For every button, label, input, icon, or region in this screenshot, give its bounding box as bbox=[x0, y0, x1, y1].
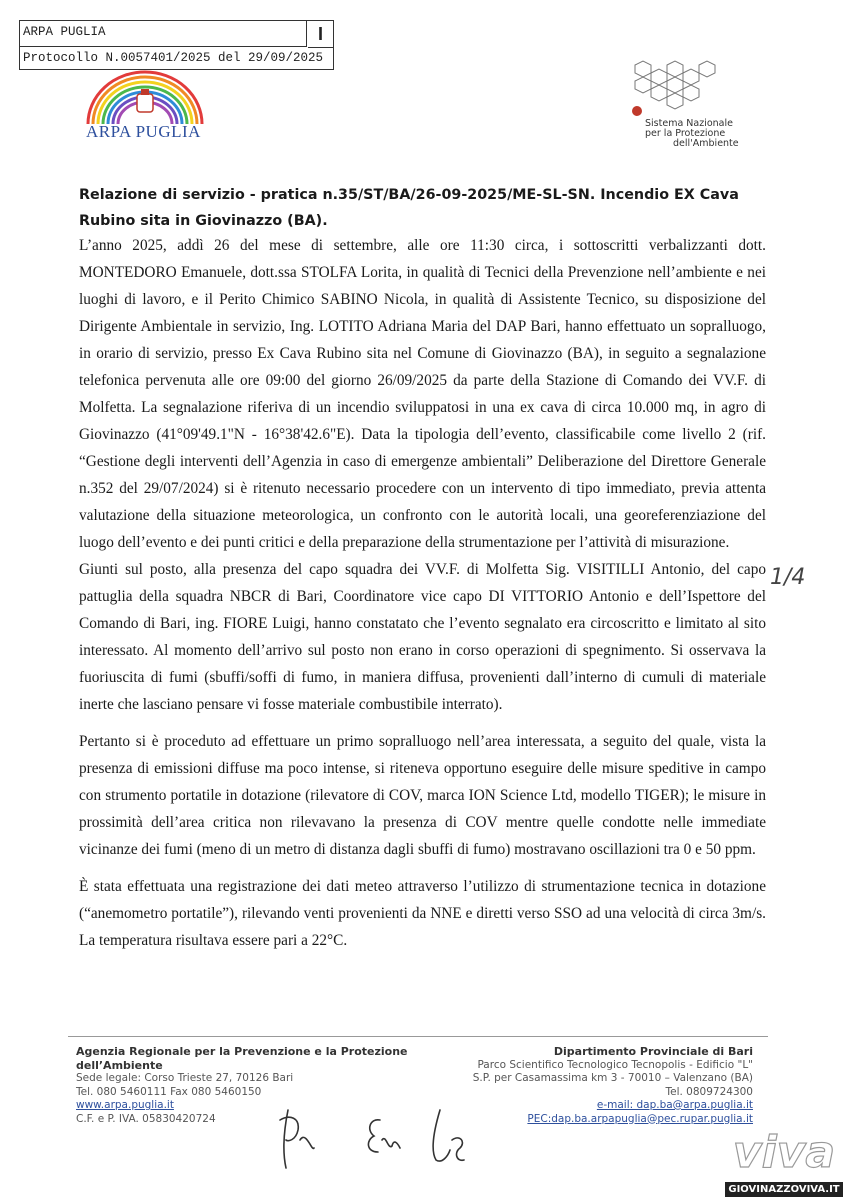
footer-dept-phone: Tel. 0809724300 bbox=[665, 1085, 753, 1098]
footer-road: S.P. per Casamassima km 3 - 70010 – Valenzano (BA) bbox=[472, 1072, 753, 1084]
stamp-mark: I bbox=[308, 21, 333, 48]
report-title: Relazione di servizio - pratica n.35/ST/BA/26-09-2025/ME-SL-SN. Incendio EX Cava Rubino sita in Giovinazzo (BA). bbox=[79, 187, 739, 229]
footer-dept: Dipartimento Provinciale di Bari bbox=[553, 1045, 753, 1058]
footer-email-link[interactable]: e-mail: dap.ba@arpa.puglia.it bbox=[596, 1099, 753, 1111]
footer-pec-link[interactable]: PEC:dap.ba.arpapuglia@pec.rupar.puglia.it bbox=[527, 1112, 753, 1125]
report-body bbox=[79, 232, 766, 954]
watermark-site: GIOVINAZZOVIVA.IT bbox=[725, 1182, 843, 1197]
snpa-logo bbox=[615, 55, 775, 155]
footer-park: Parco Scientifico Tecnologico Tecnopolis - Edificio "L" bbox=[477, 1058, 753, 1071]
footer-address: Sede legale: Corso Trieste 27, 70126 Bari bbox=[76, 1072, 294, 1084]
hexagon-network-icon bbox=[615, 55, 775, 119]
footer-website-link[interactable]: www.arpa.puglia.it bbox=[76, 1099, 174, 1111]
paragraph-1: L’anno 2025, addì 26 del mese di settembre, alle ore 11:30 circa, i sottoscritti verbalizzanti dott. MONTEDORO Emanuele, dott.ssa STOLFA Lorita, in qualità di Tecnici della Prevenzione nell’ambiente e nei luoghi di lavoro, e il Perito Chimico SABINO Nicola, in qualità di Assistente Tecnico, su disposizione del Dirigente Ambientale in servizio, Ing. LOTITO Adriana Maria del DAP Bari, hanno effettuato un sopralluogo, in orario di servizio, presso Ex Cava Rubino sita nel Comune di Giovinazzo (BA), in seguito a segnalazione telefonica pervenuta alle ore 09:00 del giorno 26/09/2025 da parte della Stazione di Comando dei VV.F. di Molfetta. La segnalazione riferiva di un incendio sviluppatosi in una ex cava di circa 10.000 mq, in agro di Giovinazzo (41°09'49.1"N - 16°38'42.6"E). Data la tipologia dell’evento, classificabile come livello 2 (rif. “Gestione degli interventi dell’Agenzia in caso di emergenze ambientali” Deliberazione del Direttore Generale n.352 del 29/07/2024) si è ritenuto necessario procedere con un intervento di tipo immediato, previa attenta valutazione della situazione meteorologica, un confronto con le autorità locali, una georeferenziazione del luogo dell’evento e dei punti critici e della preparazione della strumentazione per l’attività di misurazione. bbox=[79, 237, 766, 551]
logo-left-name: ARPA PUGLIA bbox=[86, 122, 201, 141]
handwritten-signatures bbox=[270, 1090, 510, 1180]
footer-phone: Tel. 080 5460111 Fax 080 5460150 bbox=[76, 1085, 262, 1098]
site-watermark bbox=[725, 1085, 843, 1200]
protocol-stamp bbox=[19, 20, 334, 70]
stamp-protocol: Protocollo N.0057401/2025 del 29/09/2025 bbox=[23, 51, 324, 65]
svg-text:viva: viva bbox=[732, 1127, 836, 1178]
page-number: 1/4 bbox=[770, 565, 806, 590]
arpa-puglia-logo bbox=[80, 66, 210, 146]
paragraph-2: Giunti sul posto, alla presenza del capo squadra dei VV.F. di Molfetta Sig. VISITILLI Antonio, del capo pattuglia della squadra NBCR di Bari, Coordinatore vice capo DI VITTORIO Antonio e dell’Ispettore del Comando di Bari, ing. FIORE Luigi, hanno constatato che l’evento segnalato era circoscritto e limitato al sito interessato. Al momento dell’arrivo sul posto non erano in corso operazioni di spegnimento. Si osservava la fuoriuscita di fumi (sbuffi/soffi di fumo, in maniera diffusa, provenienti dall’interno di cumuli di materiale inerte che lasciano pensare vi fosse materiale combustibile interrato). bbox=[79, 561, 766, 713]
footer-divider bbox=[68, 1036, 768, 1037]
viva-logo-icon bbox=[725, 1085, 843, 1180]
paragraph-3: Pertanto si è proceduto ad effettuare un primo sopralluogo nell’area interessata, a seguito del quale, vista la presenza di emissioni diffuse ma poco intense, si riteneva opportuno eseguire delle misure speditive in campo con strumento portatile in dotazione (rilevatore di COV, marca ION Science Ltd, modello TIGER); le misure in prossimità dell’area critica non rilevavano la presenza di COV mentre quelle condotte nelle immediate vicinanze dei fumi (meno di un metro di distanza dagli sbuffi di fumo) mostravano oscillazioni tra 0 e 50 ppm. bbox=[79, 733, 766, 858]
footer-agency: Agenzia Regionale per la Prevenzione e la Protezione dell’Ambiente bbox=[76, 1045, 408, 1072]
logo-right-caption: Sistema Nazionale per la Protezione dell'Ambiente bbox=[645, 118, 739, 149]
paragraph-4: È stata effettuata una registrazione dei dati meteo attraverso l’utilizzo di strumentazione tecnica in dotazione (“anemometro portatile”), rilevando venti provenienti da NNE e diretti verso SSO ad una velocità di circa 3m/s. La temperatura risultava essere pari a 22°C. bbox=[79, 878, 766, 949]
footer-vat: C.F. e P. IVA. 05830420724 bbox=[76, 1112, 216, 1125]
rainbow-icon bbox=[80, 66, 210, 126]
stamp-org: ARPA PUGLIA bbox=[20, 21, 307, 47]
